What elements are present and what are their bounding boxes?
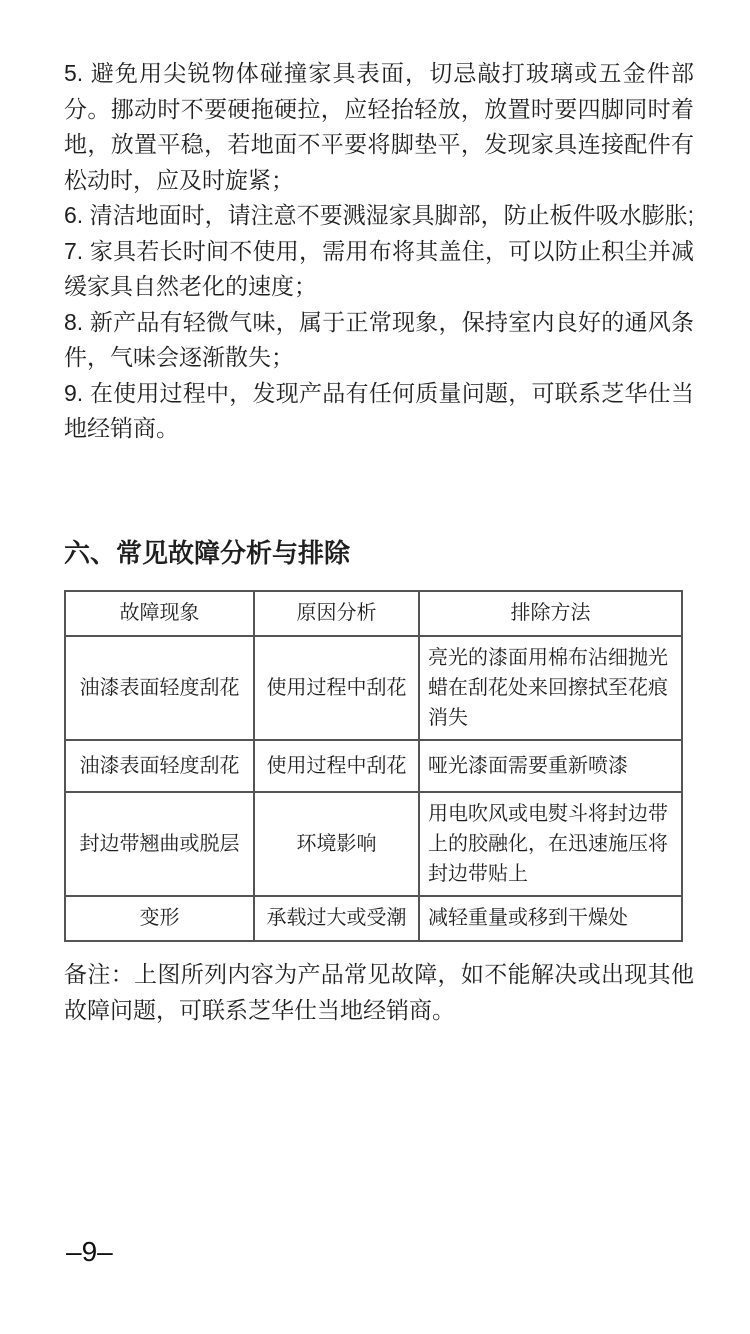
care-instruction-item-8: 8. 新产品有轻微气味，属于正常现象，保持室内良好的通风条件，气味会逐渐散失； — [64, 308, 694, 370]
table-cell-cause: 承载过大或受潮 — [254, 896, 419, 941]
table-row — [65, 792, 682, 896]
table-row — [65, 636, 682, 740]
section-title: 六、常见故障分析与排除 — [64, 537, 351, 568]
table-cell-phenomenon: 变形 — [65, 896, 254, 941]
table-header-solution: 排除方法 — [419, 591, 682, 636]
table-row — [65, 896, 682, 941]
table-cell-cause: 使用过程中刮花 — [254, 636, 419, 740]
table-cell-cause: 环境影响 — [254, 792, 419, 896]
table-cell-solution: 用电吹风或电熨斗将封边带上的胶融化，在迅速施压将封边带贴上 — [419, 792, 682, 896]
table-cell-cause: 使用过程中刮花 — [254, 740, 419, 792]
table-cell-solution: 亮光的漆面用棉布沾细抛光蜡在刮花处来回擦拭至花痕消失 — [419, 636, 682, 740]
fault-analysis-table — [64, 590, 683, 942]
care-instruction-item-9: 9. 在使用过程中，发现产品有任何质量问题，可联系芝华仕当地经销商。 — [64, 379, 694, 441]
table-header-cause: 原因分析 — [254, 591, 419, 636]
table-cell-phenomenon: 封边带翘曲或脱层 — [65, 792, 254, 896]
table-header-row — [65, 591, 682, 636]
table-header-phenomenon: 故障现象 — [65, 591, 254, 636]
care-instruction-item-6: 6. 清洁地面时，请注意不要溅湿家具脚部，防止板件吸水膨胀; — [64, 202, 694, 228]
table-cell-phenomenon: 油漆表面轻度刮花 — [65, 636, 254, 740]
table-cell-solution: 减轻重量或移到干燥处 — [419, 896, 682, 941]
table-row — [65, 740, 682, 792]
note-text: 备注：上图所列内容为产品常见故障，如不能解决或出现其他故障问题，可联系芝华仕当地经销商。 — [64, 960, 694, 1023]
table-cell-phenomenon: 油漆表面轻度刮花 — [65, 740, 254, 792]
page-number: –9– — [66, 1236, 113, 1267]
table-cell-solution: 哑光漆面需要重新喷漆 — [419, 740, 682, 792]
care-instruction-item-7: 7. 家具若长时间不使用，需用布将其盖住，可以防止积尘并减缓家具自然老化的速度； — [64, 237, 694, 299]
care-instruction-item-5: 5. 避免用尖锐物体碰撞家具表面，切忌敲打玻璃或五金件部分。挪动时不要硬拖硬拉，应轻抬轻放，放置时要四脚同时着地，放置平稳，若地面不平要将脚垫平，发现家具连接配件有松动时，应及时旋紧； — [64, 60, 694, 193]
care-instructions-list — [64, 56, 694, 447]
